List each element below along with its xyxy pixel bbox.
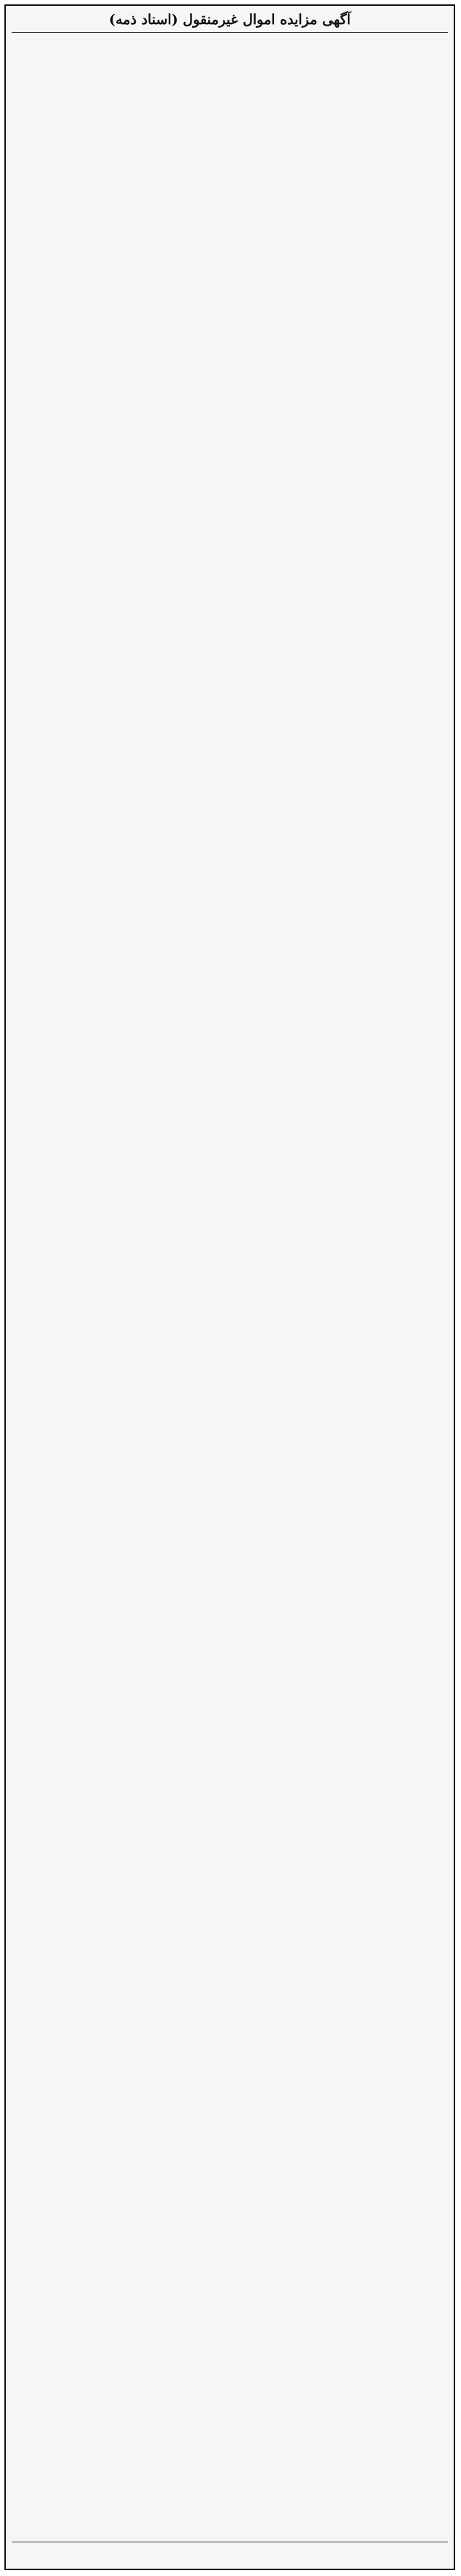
auction-notice (4, 4, 455, 2570)
notice-title: آگهی مزایده اموال غیرمنقول (اسناد ذمه) (12, 10, 448, 33)
notice-signature (12, 2542, 448, 2563)
notice-body (12, 38, 448, 2537)
